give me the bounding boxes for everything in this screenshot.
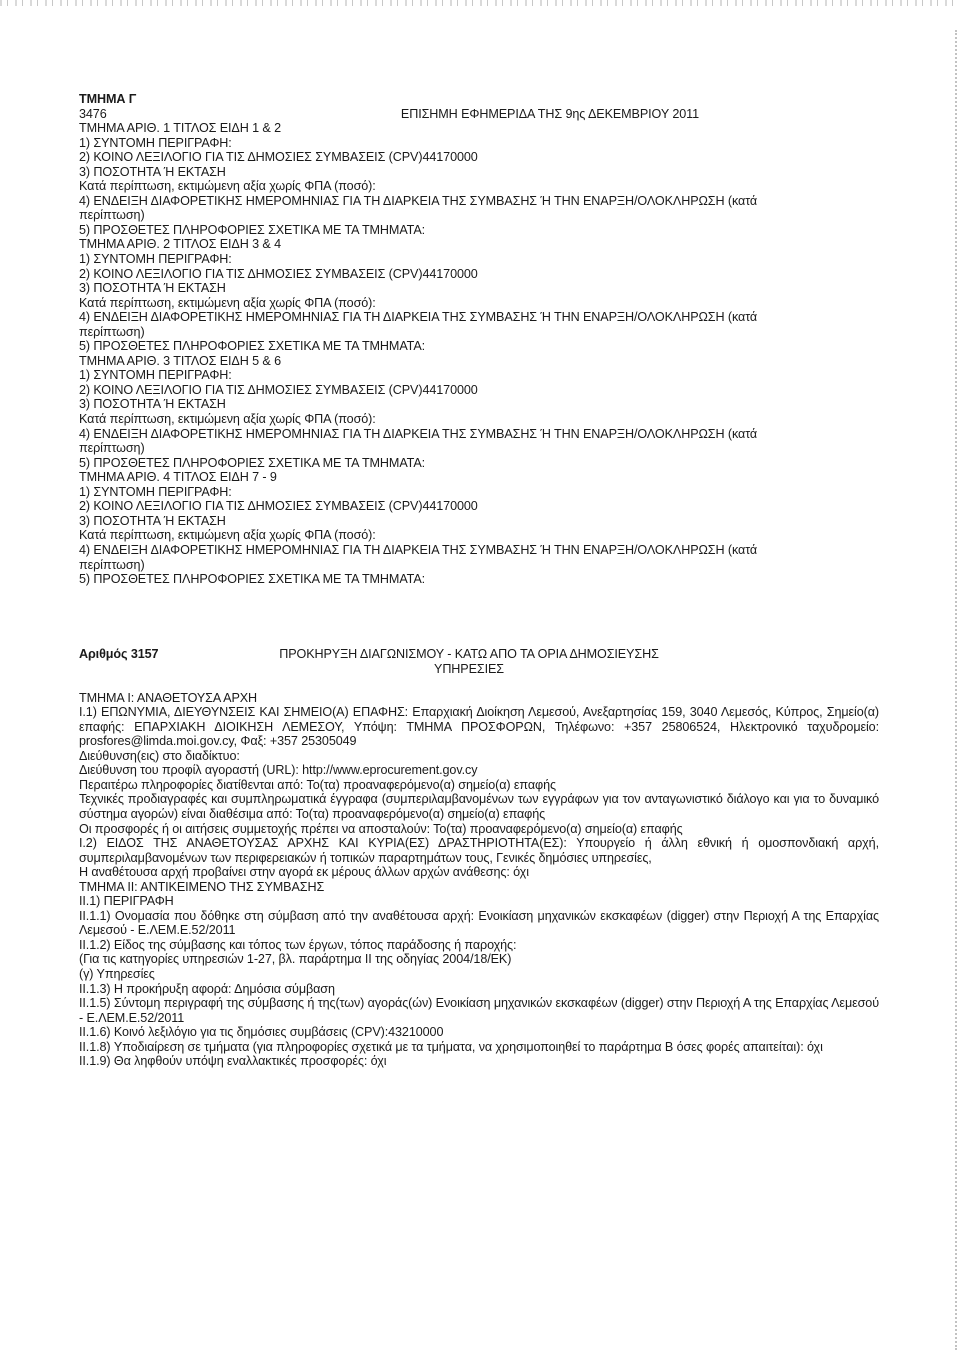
cpv-code: II.1.6) Κοινό λεξιλόγιο για τις δημόσιες συμβάσεις (CPV):43210000 xyxy=(79,1025,444,1040)
announcement-number: Αριθμός 3157 xyxy=(79,646,159,661)
lot-line: 5) ΠΡΟΣΘΕΤΕΣ ΠΛΗΡΟΦΟΡΙΕΣ ΣΧΕΤΙΚΑ ΜΕ ΤΑ ΤΜΗΜΑΤΑ: xyxy=(79,572,426,587)
lot-line: περίπτωση) xyxy=(79,557,145,572)
lot-line: Κατά περίπτωση, εκτιμώμενη αξία χωρίς ΦΠΑ (ποσό): xyxy=(79,528,376,543)
further-info: Περαιτέρω πληροφορίες διατίθενται από: Το(τα) προαναφερόμενο(α) σημείο(α) επαφής xyxy=(79,777,556,792)
contract-title: II.1.1) Ονομασία που δόθηκε στη σύμβαση από την αναθέτουσα αρχή: Ενοικίαση μηχανικών εκσκαφέων (digger) στην Περιοχή Α της Επαρχίας Λεμεσού - Ε.ΛΕΜ.Ε.52/2011 xyxy=(79,908,879,938)
lot-title: ΤΜΗΜΑ ΑΡΙΘ. 3 ΤΙΤΛΟΣ ΕΙΔΗ 5 & 6 xyxy=(79,353,282,368)
announcement-header xyxy=(79,631,879,677)
lot-1 xyxy=(79,121,879,237)
contact-details: I.1) ΕΠΩΝΥΜΙΑ, ΔΙΕΥΘΥΝΣΕΙΣ ΚΑΙ ΣΗΜΕΙΟ(Α) ΕΠΑΦΗΣ: Επαρχιακή Διοίκηση Λεμεσού, Ανεξαρτησίας 159, 3040 Λεμεσός, Κύπρος, Σημείο(α) επαφής: ΕΠΑΡΧΙΑΚΗ ΔΙΟΙΚΗΣΗ ΛΕΜΕΣΟΥ, Υπόψη: ΤΜΗΜΑ ΠΡΟΣΦΟΡΩΝ, Τηλέφωνο: +357 25806524, Ηλεκτρονικό ταχυδρομείο: prosfores@limda.moi.gov.cy, Φαξ: +357 25305049 xyxy=(79,705,879,749)
lot-line: 2) ΚΟΙΝΟ ΛΕΞΙΛΟΓΙΟ ΓΙΑ ΤΙΣ ΔΗΜΟΣΙΕΣ ΣΥΜΒΑΣΕΙΣ (CPV)44170000 xyxy=(79,499,478,514)
lot-line: 3) ΠΟΣΟΤΗΤΑ Ή ΕΚΤΑΣΗ xyxy=(79,513,226,528)
service-categories: (Για τις κατηγορίες υπηρεσιών 1-27, βλ. παράρτημα II της οδηγίας 2004/18/ΕΚ) xyxy=(79,952,512,967)
specifications-info: Τεχνικές προδιαγραφές και συμπληρωματικά έγγραφα (συμπεριλαμβανομένων των εγγράφων για τον ανταγωνιστικό διάλογο και για το δυναμικό σύστημα αγορών) είναι διαθέσιμα από: Το(τα) προαναφερόμενο(α) σημείο(α) επαφής xyxy=(79,792,879,821)
lot-line: 5) ΠΡΟΣΘΕΤΕΣ ΠΛΗΡΟΦΟΡΙΕΣ ΣΧΕΤΙΚΑ ΜΕ ΤΑ ΤΜΗΜΑΤΑ: xyxy=(79,222,426,237)
gazette-title: ΕΠΙΣΗΜΗ ΕΦΗΜΕΡΙΔΑ ΤΗΣ 9ης ΔΕΚΕΜΒΡΙΟΥ 2011 xyxy=(400,106,699,121)
lot-line: 4) ΕΝΔΕΙΞΗ ΔΙΑΦΟΡΕΤΙΚΗΣ ΗΜΕΡΟΜΗΝΙΑΣ ΓΙΑ ΤΗ ΔΙΑΡΚΕΙΑ ΤΗΣ ΣΥΜΒΑΣΗΣ Ή ΤΗΝ ΕΝΑΡΞΗ/ΟΛΟΚΛΗΡΩΣΗ (κατά xyxy=(79,426,758,441)
section-heading: ΤΜΗΜΑ Γ xyxy=(79,92,137,106)
lot-line: 5) ΠΡΟΣΘΕΤΕΣ ΠΛΗΡΟΦΟΡΙΕΣ ΣΧΕΤΙΚΑ ΜΕ ΤΑ ΤΜΗΜΑΤΑ: xyxy=(79,339,426,354)
submission-info: Οι προσφορές ή οι αιτήσεις συμμετοχής πρέπει να αποσταλούν: Το(τα) προαναφερόμενο(α) σημείο(α) επαφής xyxy=(79,821,683,836)
notice-concerns: II.1.3) Η προκήρυξη αφορά: Δημόσια σύμβαση xyxy=(79,981,335,996)
lot-title: ΤΜΗΜΑ ΑΡΙΘ. 1 ΤΙΤΛΟΣ ΕΙΔΗ 1 & 2 xyxy=(79,121,282,136)
lots-division: II.1.8) Υποδιαίρεση σε τμήματα (για πληροφορίες σχετικά με τα τμήματα, να χρησιμοποιηθεί το παράρτημα Β όσες φορές απαιτείται): όχι xyxy=(79,1039,823,1054)
scan-right-edge xyxy=(953,30,957,1350)
buyer-profile-url: Διεύθυνση του προφίλ αγοραστή (URL): http://www.eprocurement.gov.cy xyxy=(79,763,478,778)
lot-line: Κατά περίπτωση, εκτιμώμενη αξία χωρίς ΦΠΑ (ποσό): xyxy=(79,295,376,310)
services-label: (γ) Υπηρεσίες xyxy=(79,966,155,981)
lot-title: ΤΜΗΜΑ ΑΡΙΘ. 4 ΤΙΤΛΟΣ ΕΙΔΗ 7 - 9 xyxy=(79,470,277,485)
announcement-title xyxy=(259,631,879,677)
lot-line: 2) ΚΟΙΝΟ ΛΕΞΙΛΟΓΙΟ ΓΙΑ ΤΙΣ ΔΗΜΟΣΙΕΣ ΣΥΜΒΑΣΕΙΣ (CPV)44170000 xyxy=(79,266,478,281)
lot-line: περίπτωση) xyxy=(79,324,145,339)
page-number: 3476 xyxy=(79,106,107,121)
announcement-title-line: ΠΡΟΚΗΡΥΞΗ ΔΙΑΓΩΝΙΣΜΟΥ - ΚΑΤΩ ΑΠΟ ΤΑ ΟΡΙΑ ΔΗΜΟΣΙΕΥΣΗΣ xyxy=(279,646,659,661)
section-i-heading: ΤΜΗΜΑ Ι: ΑΝΑΘΕΤΟΥΣΑ ΑΡΧΗ xyxy=(79,690,258,705)
lot-line: 1) ΣΥΝΤΟΜΗ ΠΕΡΙΓΡΑΦΗ: xyxy=(79,252,232,267)
lot-title: ΤΜΗΜΑ ΑΡΙΘ. 2 ΤΙΤΛΟΣ ΕΙΔΗ 3 & 4 xyxy=(79,237,282,252)
variants-accepted: II.1.9) Θα ληφθούν υπόψη εναλλακτικές προσφορές: όχι xyxy=(79,1054,387,1069)
lot-line: 2) ΚΟΙΝΟ ΛΕΞΙΛΟΓΙΟ ΓΙΑ ΤΙΣ ΔΗΜΟΣΙΕΣ ΣΥΜΒΑΣΕΙΣ (CPV)44170000 xyxy=(79,382,478,397)
lot-line: 3) ΠΟΣΟΤΗΤΑ Ή ΕΚΤΑΣΗ xyxy=(79,397,226,412)
lot-line: 2) ΚΟΙΝΟ ΛΕΞΙΛΟΓΙΟ ΓΙΑ ΤΙΣ ΔΗΜΟΣΙΕΣ ΣΥΜΒΑΣΕΙΣ (CPV)44170000 xyxy=(79,150,478,165)
lot-line: περίπτωση) xyxy=(79,441,145,456)
lot-line: Κατά περίπτωση, εκτιμώμενη αξία χωρίς ΦΠΑ (ποσό): xyxy=(79,412,376,427)
scan-top-noise xyxy=(0,0,960,6)
lot-4 xyxy=(79,470,879,586)
description-heading: II.1) ΠΕΡΙΓΡΑΦΗ xyxy=(79,894,174,909)
lot-line: 3) ΠΟΣΟΤΗΤΑ Ή ΕΚΤΑΣΗ xyxy=(79,281,226,296)
internet-address-label: Διεύθυνση(εις) στο διαδίκτυο: xyxy=(79,748,240,763)
lot-line: 4) ΕΝΔΕΙΞΗ ΔΙΑΦΟΡΕΤΙΚΗΣ ΗΜΕΡΟΜΗΝΙΑΣ ΓΙΑ ΤΗ ΔΙΑΡΚΕΙΑ ΤΗΣ ΣΥΜΒΑΣΗΣ Ή ΤΗΝ ΕΝΑΡΞΗ/ΟΛΟΚΛΗΡΩΣΗ (κατά xyxy=(79,542,758,557)
lot-line: 5) ΠΡΟΣΘΕΤΕΣ ΠΛΗΡΟΦΟΡΙΕΣ ΣΧΕΤΙΚΑ ΜΕ ΤΑ ΤΜΗΜΑΤΑ: xyxy=(79,455,426,470)
spacer xyxy=(79,587,879,631)
lot-line: 3) ΠΟΣΟΤΗΤΑ Ή ΕΚΤΑΣΗ xyxy=(79,164,226,179)
authority-type: I.2) ΕΙΔΟΣ ΤΗΣ ΑΝΑΘΕΤΟΥΣΑΣ ΑΡΧΗΣ ΚΑΙ ΚΥΡΙΑ(ΕΣ) ΔΡΑΣΤΗΡΙΟΤΗΤΑ(ΕΣ): Υπουργείο ή άλλη εθνική ή ομοσπονδιακή αρχή, συμπεριλαμβανομένων των περιφερειακών ή τοπικών παραρτημάτων τους, Γενικές δημόσιες υπηρεσίες, xyxy=(79,836,879,865)
purchase-on-behalf: Η αναθέτουσα αρχή προβαίνει στην αγορά εκ μέρους άλλων αρχών ανάθεσης: όχι xyxy=(79,865,529,880)
section-ii-heading: ΤΜΗΜΑ ΙΙ: ΑΝΤΙΚΕΙΜΕΝΟ ΤΗΣ ΣΥΜΒΑΣΗΣ xyxy=(79,879,325,894)
page-header xyxy=(79,107,699,122)
lot-line: 1) ΣΥΝΤΟΜΗ ΠΕΡΙΓΡΑΦΗ: xyxy=(79,484,232,499)
lot-line: 4) ΕΝΔΕΙΞΗ ΔΙΑΦΟΡΕΤΙΚΗΣ ΗΜΕΡΟΜΗΝΙΑΣ ΓΙΑ ΤΗ ΔΙΑΡΚΕΙΑ ΤΗΣ ΣΥΜΒΑΣΗΣ Ή ΤΗΝ ΕΝΑΡΞΗ/ΟΛΟΚΛΗΡΩΣΗ (κατά xyxy=(79,193,758,208)
short-description: II.1.5) Σύντομη περιγραφή της σύμβασης ή της(των) αγοράς(ών) Ενοικίαση μηχανικών εκσκαφέων (digger) στην Περιοχή Α της Επαρχίας Λεμεσού - Ε.ΛΕΜ.Ε.52/2011 xyxy=(79,996,879,1025)
lot-line: περίπτωση) xyxy=(79,208,145,223)
announcement-body xyxy=(79,691,879,1069)
lot-line: Κατά περίπτωση, εκτιμώμενη αξία χωρίς ΦΠΑ (ποσό): xyxy=(79,179,376,194)
gazette-page xyxy=(79,92,879,1069)
lot-2 xyxy=(79,237,879,353)
lot-line: 4) ΕΝΔΕΙΞΗ ΔΙΑΦΟΡΕΤΙΚΗΣ ΗΜΕΡΟΜΗΝΙΑΣ ΓΙΑ ΤΗ ΔΙΑΡΚΕΙΑ ΤΗΣ ΣΥΜΒΑΣΗΣ Ή ΤΗΝ ΕΝΑΡΞΗ/ΟΛΟΚΛΗΡΩΣΗ (κατά xyxy=(79,310,758,325)
announcement-title-line: ΥΠΗΡΕΣΙΕΣ xyxy=(434,661,504,676)
lot-line: 1) ΣΥΝΤΟΜΗ ΠΕΡΙΓΡΑΦΗ: xyxy=(79,135,232,150)
contract-type: II.1.2) Είδος της σύμβασης και τόπος των έργων, τόπος παράδοσης ή παροχής: xyxy=(79,937,517,952)
lot-line: 1) ΣΥΝΤΟΜΗ ΠΕΡΙΓΡΑΦΗ: xyxy=(79,368,232,383)
lot-3 xyxy=(79,354,879,470)
